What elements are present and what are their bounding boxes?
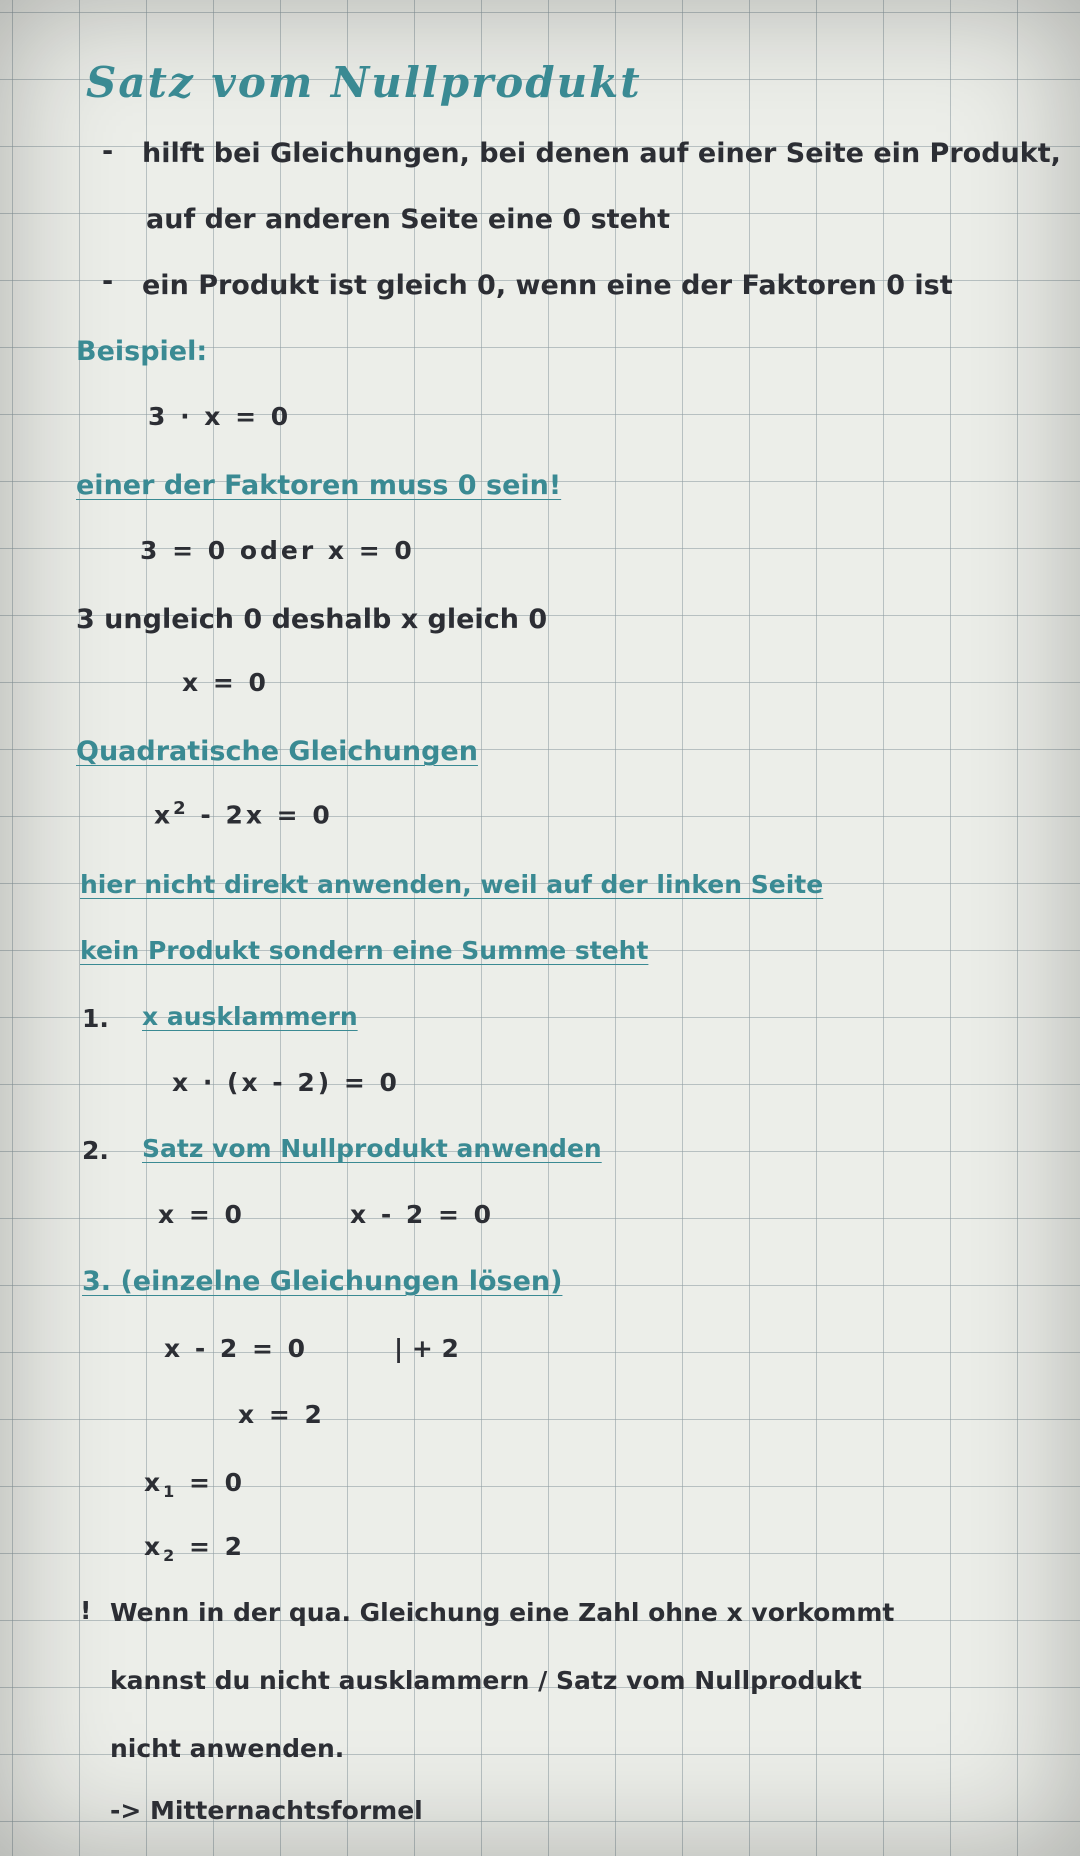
step-text: Satz vom Nullprodukt anwenden — [142, 1134, 602, 1163]
page-title: Satz vom Nullprodukt — [86, 58, 642, 107]
warning-mark: ! — [80, 1596, 92, 1625]
warning-text: Wenn in der qua. Gleichung eine Zahl ohne x vorkommt — [110, 1598, 895, 1627]
solution-value: = 2 — [177, 1532, 246, 1561]
warning-text: kannst du nicht ausklammern / Satz vom Nullprodukt — [110, 1666, 862, 1695]
solution-index: 2 — [163, 1546, 178, 1565]
solution-index: 1 — [163, 1482, 178, 1501]
solution-x2 — [144, 1534, 245, 1564]
quadratic-note: kein Produkt sondern eine Summe steht — [80, 936, 649, 965]
solution-x1 — [144, 1470, 245, 1500]
bullet-dash: - — [102, 136, 114, 167]
example-note: einer der Faktoren muss 0 sein! — [76, 470, 562, 501]
example-reason: 3 ungleich 0 deshalb x gleich 0 — [76, 604, 548, 635]
step-equation: x = 0 — [158, 1200, 245, 1229]
quadratic-heading: Quadratische Gleichungen — [76, 736, 478, 767]
bullet-text: ein Produkt ist gleich 0, wenn eine der Faktoren 0 ist — [142, 270, 953, 301]
bullet-continuation: auf der anderen Seite eine 0 steht — [146, 204, 671, 235]
step-number: 1. — [82, 1004, 109, 1033]
equation-rest: - 2x = 0 — [188, 800, 333, 830]
example-result: x = 0 — [182, 668, 269, 697]
step-result: x = 2 — [238, 1400, 325, 1429]
bullet-text: hilft bei Gleichungen, bei denen auf einer Seite ein Produkt, — [142, 138, 1061, 169]
step-number: 2. — [82, 1136, 109, 1165]
warning-text: nicht anwenden. — [110, 1734, 345, 1763]
bullet-dash: - — [102, 266, 114, 297]
step-equation: x - 2 = 0 — [164, 1334, 309, 1363]
example-equation: 3 · x = 0 — [148, 402, 292, 431]
solution-variable: x — [144, 1532, 164, 1561]
solution-value: = 0 — [177, 1468, 246, 1497]
step-equation: x · (x - 2) = 0 — [172, 1068, 400, 1097]
quadratic-equation — [154, 798, 333, 830]
equation-operation: | + 2 — [394, 1334, 459, 1363]
warning-conclusion: -> Mitternachtsformel — [110, 1796, 423, 1825]
equation-variable: x — [154, 800, 174, 830]
step-equation: x - 2 = 0 — [350, 1200, 495, 1229]
step-text: x ausklammern — [142, 1002, 358, 1031]
example-equation: 3 = 0 oder x = 0 — [140, 536, 415, 565]
example-heading: Beispiel: — [76, 336, 208, 367]
quadratic-note: hier nicht direkt anwenden, weil auf der linken Seite — [80, 870, 824, 899]
equation-exponent: 2 — [173, 798, 189, 819]
step-heading: 3. (einzelne Gleichungen lösen) — [82, 1266, 563, 1297]
solution-variable: x — [144, 1468, 164, 1497]
